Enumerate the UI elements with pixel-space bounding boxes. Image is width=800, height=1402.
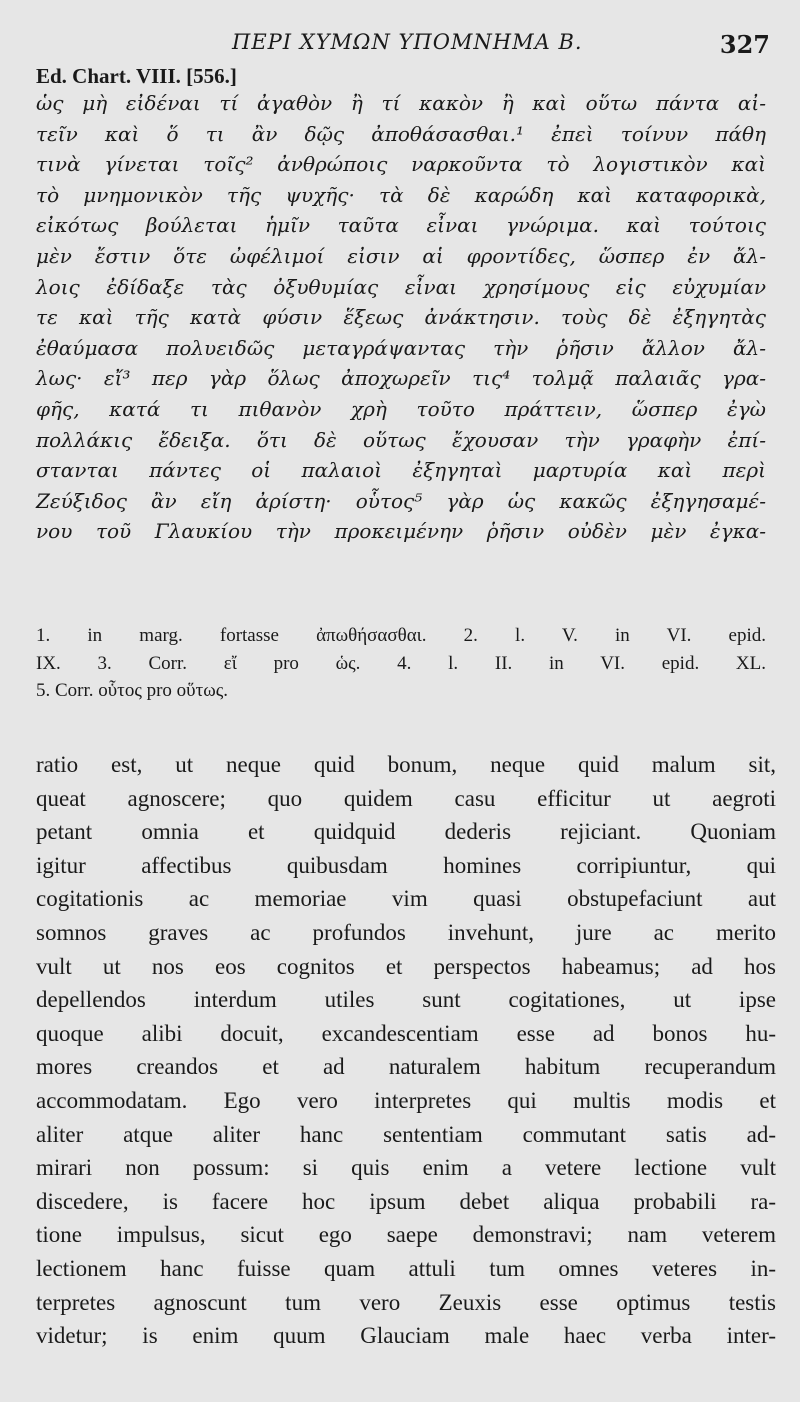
latin-line: cogitationis ac memoriae vim quasi obstupefaciunt aut: [36, 886, 776, 912]
latin-line: mores creandos et ad naturalem habitum recuperandum: [36, 1054, 776, 1080]
latin-line: quoque alibi docuit, excandescentiam esse ad bonos hu-: [36, 1020, 776, 1046]
greek-line: μὲν ἔστιν ὅτε ὠφέλιμοί εἰσιν αἱ φροντίδες, ὥσπερ ἐν ἄλ-: [36, 243, 766, 268]
greek-line: πολλάκις ἔδειξα. ὅτι δὲ οὕτως ἔχουσαν τὴν γραφὴν ἐπί-: [36, 427, 766, 452]
latin-line: vult ut nos eos cognitos et perspectos habeamus; ad hos: [36, 953, 776, 979]
greek-line: ὡς μὴ εἰδέναι τί ἀγαθὸν ἢ τί κακὸν ἢ καὶ οὕτω πάντα αἰ-: [36, 91, 766, 115]
footnote-line: 1. in marg. fortasse ἀπωθήσασθαι. 2. l. V. in VI. epid.: [36, 625, 766, 646]
greek-line: τε καὶ τῆς κατὰ φύσιν ἕξεως ἀνάκτησιν. τοὺς δὲ ἐξηγητὰς: [36, 305, 766, 330]
greek-line: λως· εἴ³ περ γὰρ ὅλως ἀποχωρεῖν τις⁴ τολμᾷ παλαιᾶς γρα-: [36, 366, 766, 391]
greek-line: τὸ μνημονικὸν τῆς ψυχῆς· τὰ δὲ καρώδη καὶ καταφορικὰ,: [36, 182, 766, 207]
greek-text: [36, 88, 766, 547]
latin-line: depellendos interdum utiles sunt cogitationes, ut ipse: [36, 987, 776, 1013]
latin-line: accommodatam. Ego vero interpretes qui multis modis et: [36, 1087, 776, 1113]
greek-line: τινὰ γίνεται τοῖς² ἀνθρώποις ναρκοῦντα τὸ λογιστικὸν καὶ: [36, 152, 766, 177]
footnote-line: 5. Corr. οὗτος pro οὕτως.: [36, 680, 228, 701]
greek-line: νου τοῦ Γλαυκίου τὴν προκειμένην ῥῆσιν οὐδὲν μὲν ἐγκα-: [36, 519, 766, 544]
latin-text: [36, 748, 776, 1353]
footnote-line: IX. 3. Corr. εἴ pro ὡς. 4. l. II. in VI. epid. XL.: [36, 652, 766, 674]
latin-line: videtur; is enim quum Glauciam male haec verba inter-: [36, 1323, 776, 1349]
latin-line: discedere, is facere hoc ipsum debet aliqua probabili ra-: [36, 1188, 776, 1214]
greek-line: λοις ἐδίδαξε τὰς ὀξυθυμίας εἶναι χρησίμους εἰς εὐχυμίαν: [36, 274, 766, 299]
latin-line: petant omnia et quidquid dederis rejiciant. Quoniam: [36, 819, 776, 845]
latin-line: igitur affectibus quibusdam homines corripiuntur, qui: [36, 852, 776, 878]
page-number: 327: [719, 30, 770, 59]
latin-line: somnos graves ac profundos invehunt, jure ac merito: [36, 919, 776, 945]
greek-line: εἰκότως βούλεται ἡμῖν ταῦτα εἶναι γνώριμα. καὶ τούτοις: [36, 213, 766, 238]
edition-reference: Ed. Chart. VIII. [556.]: [36, 64, 237, 88]
greek-line: ἐθαύμασα πολυειδῶς μεταγράψαντας τὴν ῥῆσιν ἄλλον ἄλ-: [36, 335, 766, 360]
latin-line: ratio est, ut neque quid bonum, neque quid malum sit,: [36, 752, 776, 777]
latin-line: mirari non possum: si quis enim a vetere lectione vult: [36, 1155, 776, 1181]
greek-line: στανται πάντες οἱ παλαιοὶ ἐξηγηταὶ μαρτυρία καὶ περὶ: [36, 458, 766, 483]
latin-line: aliter atque aliter hanc sententiam commutant satis ad-: [36, 1121, 776, 1147]
latin-line: queat agnoscere; quo quidem casu efficitur ut aegroti: [36, 785, 776, 811]
footnotes: [36, 622, 766, 705]
greek-line: Ζεύξιδος ἂν εἴη ἀρίστη· οὗτος⁵ γὰρ ὡς κακῶς ἐξηγησαμέ-: [36, 488, 766, 513]
greek-line: τεῖν καὶ ὅ τι ἂν δῷς ἀποθάσασθαι.¹ ἐπεὶ τοίνυν πάθη: [36, 121, 766, 146]
greek-line: φῆς, κατά τι πιθανὸν χρὴ τοῦτο πράττειν, ὥσπερ ἐγὼ: [36, 396, 766, 421]
latin-line: lectionem hanc fuisse quam attuli tum omnes veteres in-: [36, 1255, 776, 1281]
running-title: ΠΕΡΙ ΧΥΜΩΝ ΥΠΟΜΝΗΜΑ Β.: [232, 30, 583, 54]
latin-line: terpretes agnoscunt tum vero Zeuxis esse optimus testis: [36, 1289, 776, 1315]
latin-line: tione impulsus, sicut ego saepe demonstravi; nam veterem: [36, 1222, 776, 1248]
page-header: [0, 30, 800, 64]
